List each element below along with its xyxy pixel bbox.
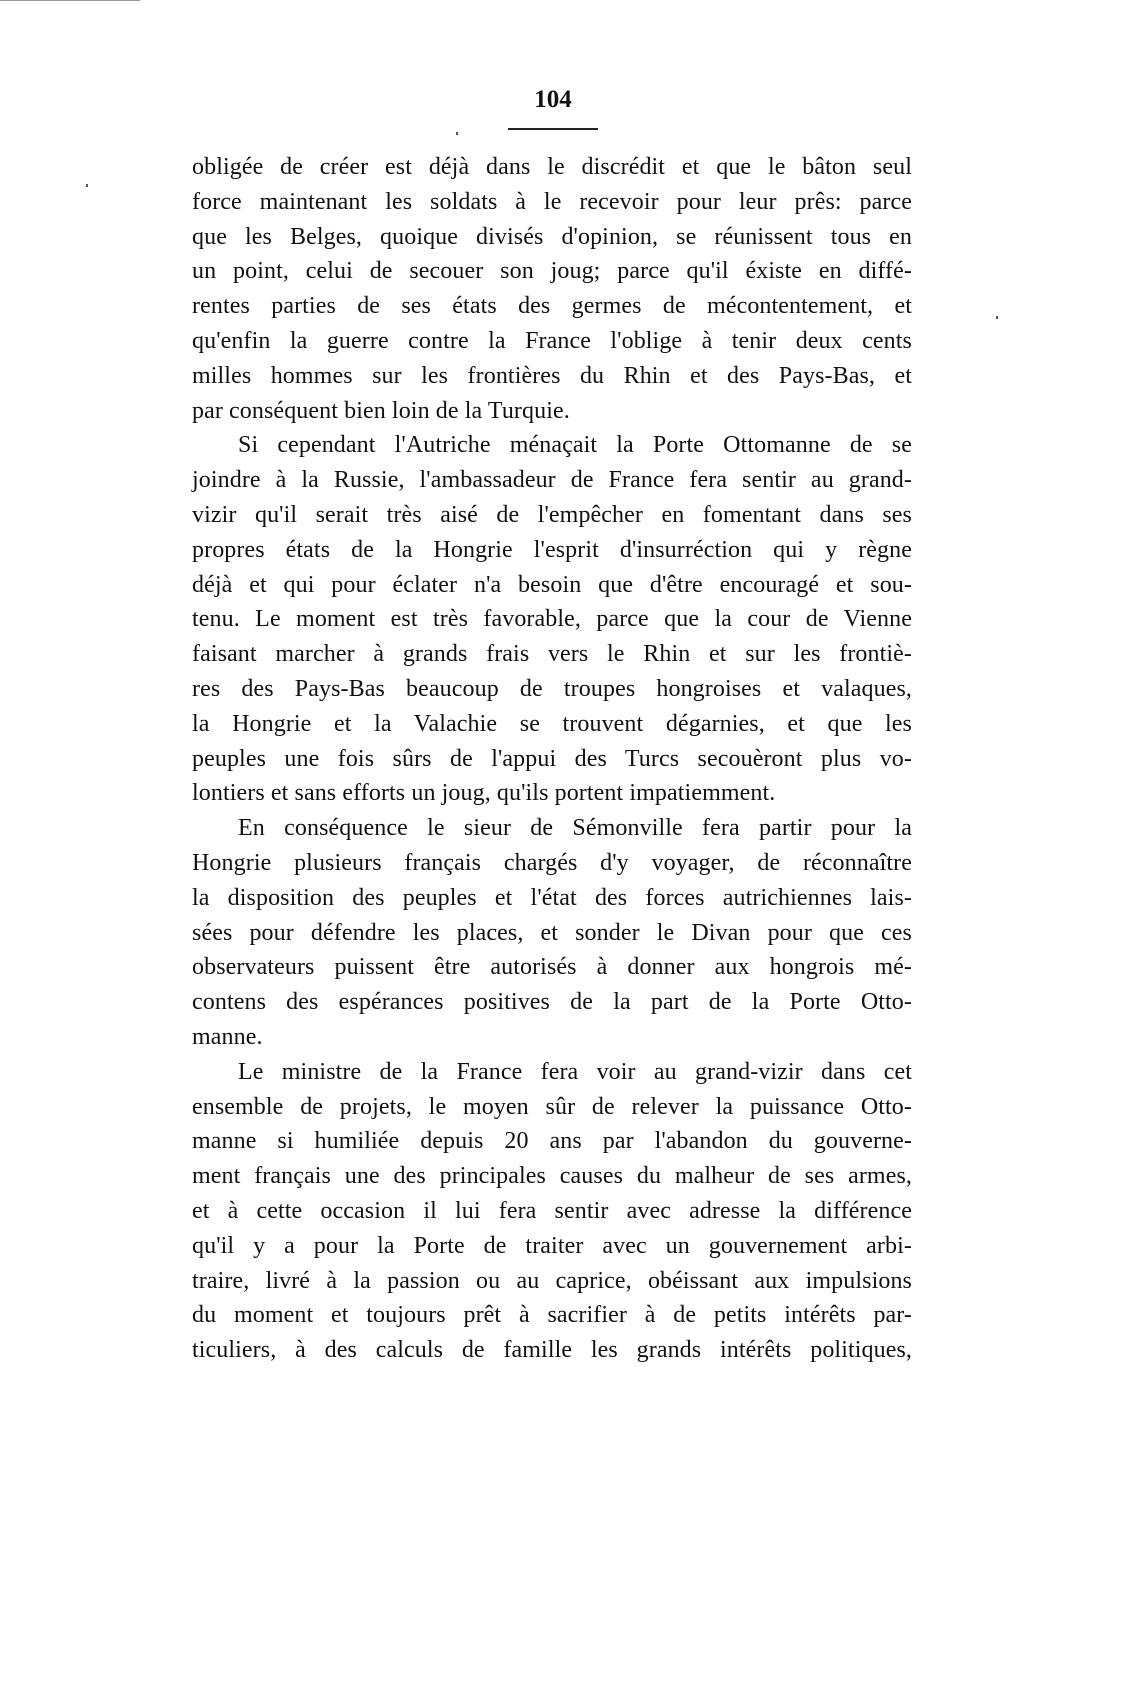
page-number: 104 (534, 86, 572, 113)
text-line: et à cette occasion il lui fera sentir avec adresse la différence (192, 1197, 912, 1224)
text-line: milles hommes sur les frontières du Rhin et des Pays-Bas, et (192, 362, 912, 389)
text-line: qu'enfin la guerre contre la France l'oblige à tenir deux cents (192, 327, 912, 354)
text-line: manne si humiliée depuis 20 ans par l'abandon du gouverne- (192, 1128, 912, 1155)
text-line: la disposition des peuples et l'état des forces autrichiennes lais- (192, 884, 912, 911)
text-line: ensemble de projets, le moyen sûr de relever la puissance Otto- (192, 1093, 912, 1120)
text-line: un point, celui de secouer son joug; parce qu'il éxiste en diffé- (192, 258, 912, 285)
text-line: qu'il y a pour la Porte de traiter avec un gouvernement arbi- (192, 1232, 912, 1259)
text-line: obligée de créer est déjà dans le discrédit et que le bâton seul (192, 154, 912, 180)
text-line: joindre à la Russie, l'ambassadeur de France fera sentir au grand- (192, 467, 912, 494)
scan-edge-line (0, 0, 140, 1)
page-number-rule (508, 128, 598, 130)
text-line: rentes parties de ses états des germes de mécontentement, et (192, 293, 912, 320)
body-text (192, 150, 912, 1368)
text-line: Si cependant l'Autriche ménaçait la Porte Ottomanne de se (238, 432, 912, 459)
text-line: faisant marcher à grands frais vers le Rhin et sur les frontiè- (192, 641, 912, 668)
scan-speck (996, 316, 998, 319)
text-line: force maintenant les soldats à le recevoir pour leur prês: parce (192, 188, 912, 215)
text-line: déjà et qui pour éclater n'a besoin que d'être encouragé et sou- (192, 571, 912, 598)
text-line: tenu. Le moment est très favorable, parce que la cour de Vienne (192, 606, 912, 633)
text-line: la Hongrie et la Valachie se trouvent dégarnies, et que les (192, 710, 912, 737)
text-line: observateurs puissent être autorisés à donner aux hongrois mé- (192, 954, 912, 981)
text-line: sées pour défendre les places, et sonder le Divan pour que ces (192, 919, 912, 946)
text-line: que les Belges, quoique divisés d'opinion, se réunissent tous en (192, 223, 912, 250)
text-line: res des Pays-Bas beaucoup de troupes hongroises et valaques, (192, 675, 912, 702)
text-line: ticuliers, à des calculs de famille les grands intérêts politiques, (192, 1337, 912, 1364)
text-line: traire, livré à la passion ou au caprice, obéissant aux impulsions (192, 1267, 912, 1294)
text-line: contens des espérances positives de la part de la Porte Otto- (192, 989, 912, 1016)
text-line: vizir qu'il serait très aisé de l'empêcher en fomentant dans ses (192, 501, 912, 528)
text-line: du moment et toujours prêt à sacrifier à de petits intérêts par- (192, 1302, 912, 1329)
scan-speck (456, 132, 458, 135)
text-line: peuples une fois sûrs de l'appui des Turcs secouèront plus vo- (192, 745, 912, 772)
text-line: par conséquent bien loin de la Turquie. (192, 397, 570, 424)
text-line: Le ministre de la France fera voir au grand-vizir dans cet (238, 1058, 912, 1085)
text-line: lontiers et sans efforts un joug, qu'ils portent impatiemment. (192, 780, 776, 807)
text-line: propres états de la Hongrie l'esprit d'insurréction qui y règne (192, 536, 912, 563)
text-line: Hongrie plusieurs français chargés d'y voyager, de réconnaître (192, 849, 912, 876)
text-line: En conséquence le sieur de Sémonville fera partir pour la (238, 815, 912, 842)
scan-speck (86, 184, 88, 187)
text-line: ment français une des principales causes du malheur de ses armes, (192, 1163, 912, 1190)
text-line: manne. (192, 1023, 263, 1050)
